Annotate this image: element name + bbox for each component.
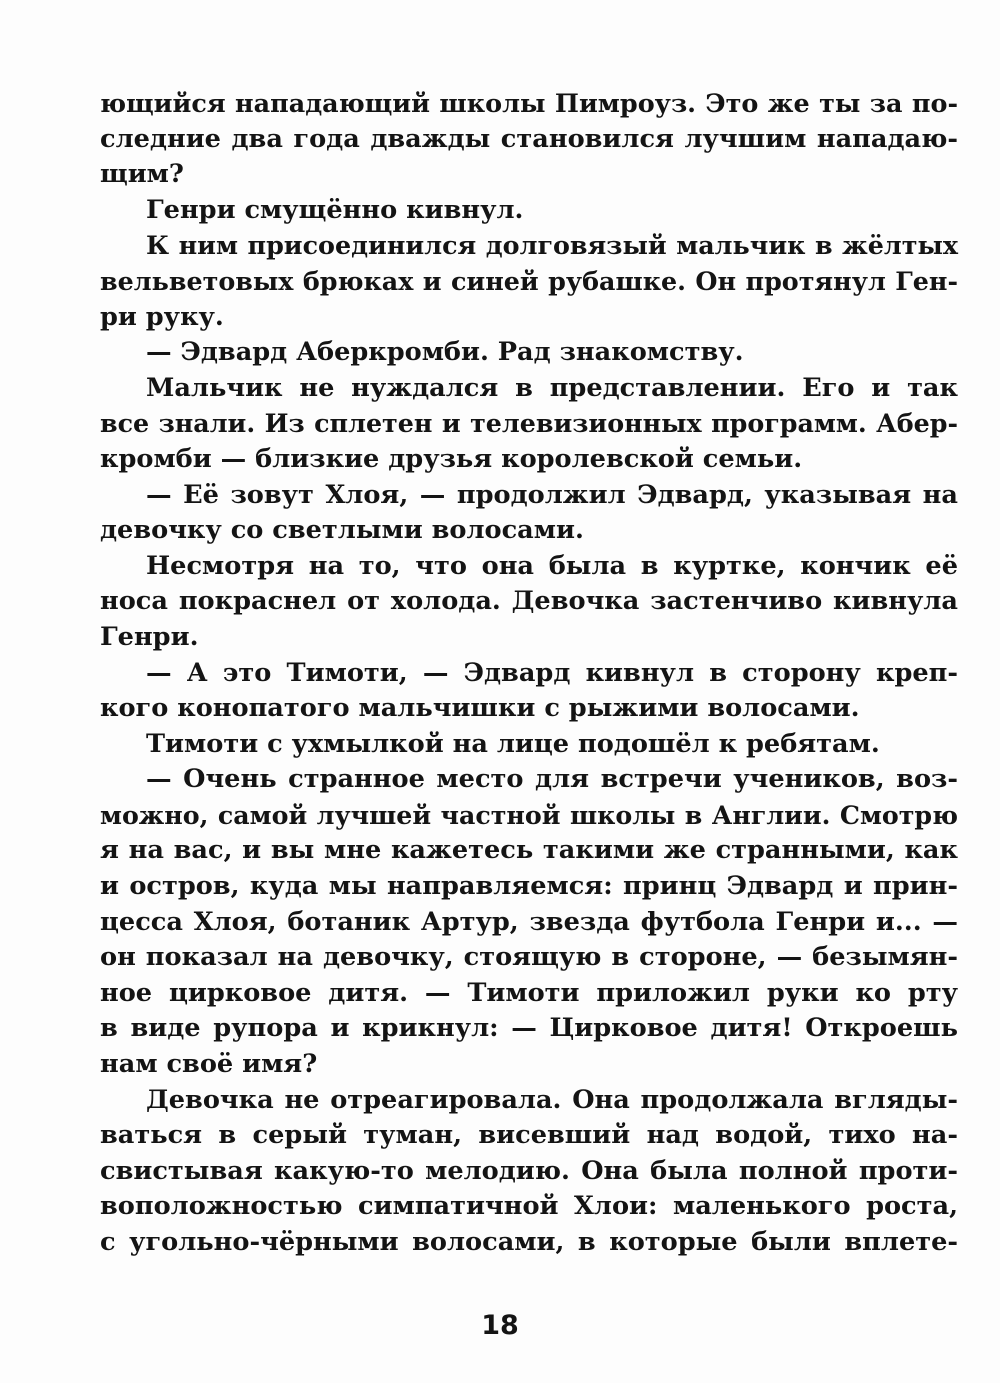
- text-line: К ним присоединился долговязый мальчик в жёлтых: [146, 230, 958, 261]
- text-line: Генри.: [100, 621, 199, 652]
- text-line: можно, самой лучшей частной школы в Англии. Смотрю: [100, 799, 958, 830]
- text-line: Генри смущённо кивнул.: [146, 194, 524, 225]
- text-line: с угольно-чёрными волосами, в которые были вплете-: [100, 1227, 958, 1257]
- text-line: все знали. Из сплетен и телевизионных программ. Абер-: [100, 408, 958, 439]
- text-line: ное цирковое дитя. — Тимоти приложил руки ко рту: [100, 977, 958, 1008]
- text-line: я на вас, и вы мне кажетесь такими же странными, как: [100, 835, 958, 866]
- text-line: ющийся нападающий школы Пимроуз. Это же ты за по-: [100, 88, 958, 118]
- text-line: кромби — близкие друзья королевской семьи.: [100, 443, 803, 474]
- text-line: ваться в серый туман, висевший над водой, тихо на-: [100, 1120, 958, 1151]
- body-text: [100, 86, 958, 1261]
- text-line: нам своё имя?: [100, 1049, 318, 1080]
- text-line: и остров, куда мы направляемся: принц Эдвард и прин-: [100, 871, 958, 902]
- text-line: Тимоти с ухмылкой на лице подошёл к ребятам.: [146, 728, 880, 759]
- text-line: девочку со светлыми волосами.: [100, 515, 584, 546]
- text-line: Несмотря на то, что она была в куртке, кончик её: [146, 550, 958, 581]
- text-line: ри руку.: [100, 301, 224, 332]
- page-number: 18: [481, 1310, 519, 1341]
- text-line: он показал на девочку, стоящую в стороне, — безымян-: [100, 942, 958, 973]
- text-line: в виде рупора и крикнул: — Цирковое дитя! Откроешь: [100, 1013, 958, 1044]
- text-line: — Её зовут Хлоя, — продолжил Эдвард, указывая на: [146, 479, 958, 510]
- text-line: свистывая какую-то мелодию. Она была полной проти-: [100, 1155, 958, 1186]
- text-line: воположностью симпатичной Хлои: маленького роста,: [100, 1191, 958, 1222]
- text-line: Девочка не отреагировала. Она продолжала вгляды-: [146, 1084, 958, 1115]
- text-line: — А это Тимоти, — Эдвард кивнул в сторону креп-: [146, 657, 958, 688]
- text-line: следние два года дважды становился лучшим нападаю-: [100, 123, 958, 154]
- text-line: щим?: [100, 159, 184, 190]
- text-line: — Очень странное место для встречи учеников, воз-: [146, 764, 958, 795]
- text-line: кого конопатого мальчишки с рыжими волосами.: [100, 693, 860, 724]
- text-line: Мальчик не нуждался в представлении. Его и так: [146, 372, 958, 403]
- text-line: цесса Хлоя, ботаник Артур, звезда футбола Генри и... —: [100, 906, 958, 937]
- text-line: — Эдвард Аберкромби. Рад знакомству.: [146, 337, 744, 368]
- text-line: носа покраснел от холода. Девочка застенчиво кивнула: [100, 586, 958, 617]
- text-line: вельветовых брюках и синей рубашке. Он протянул Ген-: [100, 265, 958, 296]
